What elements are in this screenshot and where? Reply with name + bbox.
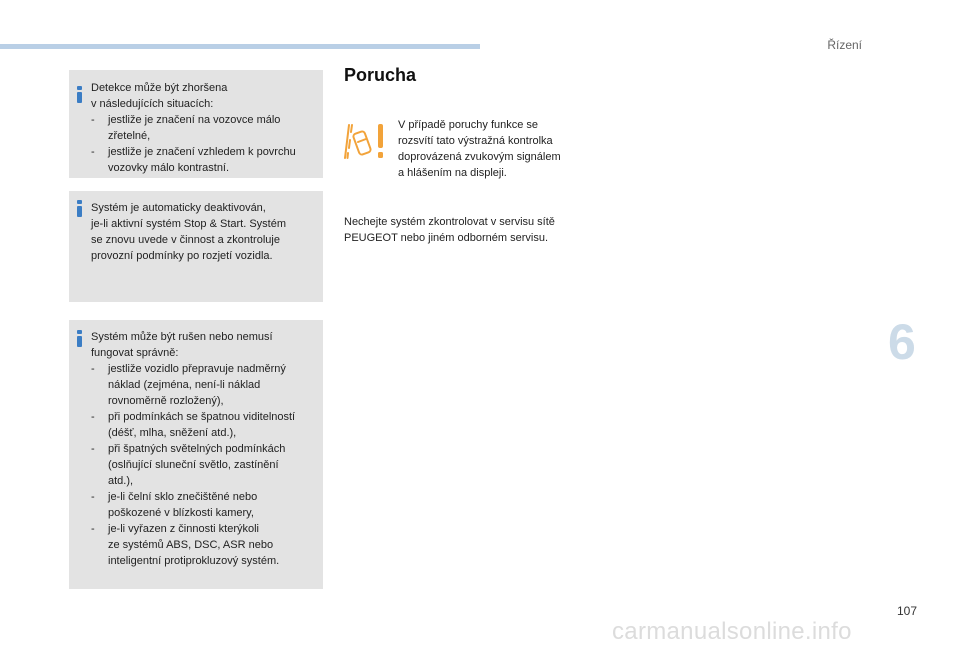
list-item: - jestliže vozidlo přepravuje nadměrný náklad (zejména, není-li náklad rovnoměrně rozložený), (91, 363, 286, 407)
list-item: - je-li vyřazen z činnosti kterýkoli ze systémů ABS, DSC, ASR nebo inteligentní protiprokluzový systém. (91, 523, 280, 567)
info-icon (77, 336, 82, 347)
list-item: - jestliže je značení na vozovce málo zřetelné, (91, 114, 281, 142)
watermark: carmanualsonline.info (612, 618, 852, 645)
info-icon (77, 92, 82, 103)
list-item: - jestliže je značení vzhledem k povrchu vozovky málo kontrastní. (91, 146, 296, 174)
note-line: je-li aktivní systém Stop & Start. Systém (91, 218, 287, 230)
info-note-detection (69, 70, 323, 178)
fault-heading: Porucha (344, 65, 417, 85)
note-line: fungovat správně: (91, 347, 179, 359)
note-line: provozní podmínky po rozjetí vozidla. (91, 250, 273, 262)
note-line: Systém je automaticky deaktivován, (91, 202, 266, 214)
fault-description: V případě poruchy funkce se rozsvítí tato výstražná kontrolka doprovázená zvukovým signálem a hlášením na displeji. (398, 119, 561, 179)
chapter-number: 6 (888, 314, 916, 370)
note-line: v následujících situacích: (91, 98, 214, 110)
list-item: - při podmínkách se špatnou viditelností (déšť, mlha, sněžení atd.), (91, 411, 296, 439)
note-line: se znovu uvede v činnost a zkontroluje (91, 234, 280, 246)
info-icon (77, 206, 82, 217)
note-line: Systém může být rušen nebo nemusí (91, 331, 273, 343)
note-line: Detekce může být zhoršena (91, 82, 228, 94)
info-note-stop-start (69, 191, 323, 302)
list-item: - při špatných světelných podmínkách (oslňující sluneční světlo, zastínění atd.), (91, 443, 286, 487)
page-number: 107 (896, 604, 917, 618)
section-title: Řízení (827, 38, 862, 52)
lane-departure-warning-icon (342, 120, 390, 162)
list-item: - je-li čelní sklo znečištěné nebo poškozené v blízkosti kamery, (91, 491, 258, 519)
accent-bar (0, 44, 480, 49)
service-instruction: Nechejte systém zkontrolovat v servisu sítě PEUGEOT nebo jiném odborném servisu. (344, 216, 555, 244)
info-note-interference (69, 320, 323, 589)
